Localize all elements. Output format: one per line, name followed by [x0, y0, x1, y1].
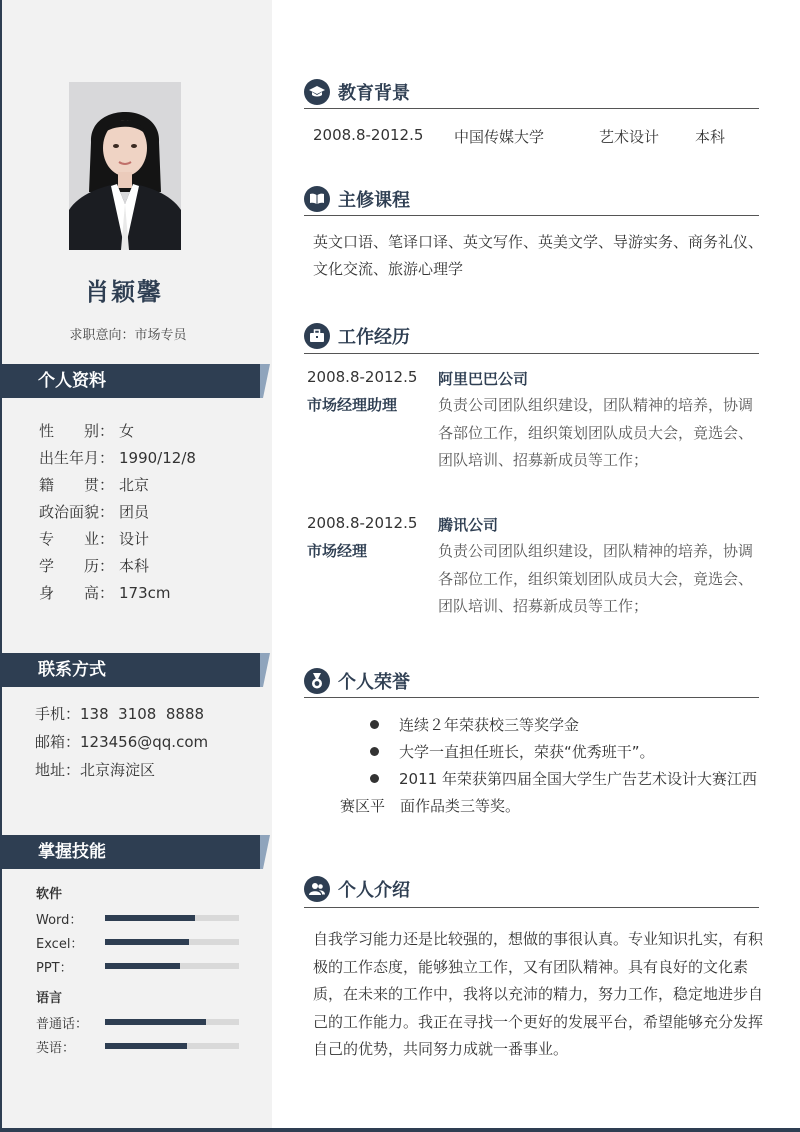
work-company: 阿里巴巴公司	[438, 370, 529, 388]
section-divider	[304, 108, 759, 109]
job-intent: 求职意向：市场专员	[69, 328, 187, 343]
info-value: 设计	[119, 530, 150, 548]
courses-title: 主修课程	[338, 190, 410, 211]
skill-bar	[105, 963, 239, 969]
info-value: 团员	[119, 503, 150, 521]
portrait-image	[69, 82, 181, 250]
skill-bar-fill	[105, 1019, 206, 1025]
info-row-height	[39, 580, 196, 607]
info-label: 性 别：	[39, 422, 115, 440]
skill-row-word	[36, 906, 239, 930]
skill-bar	[105, 939, 239, 945]
skills-list	[36, 884, 239, 1058]
skills-header	[0, 835, 260, 869]
briefcase-icon	[304, 323, 330, 349]
skill-bar-fill	[105, 963, 180, 969]
skill-label: 普通话：	[36, 1016, 89, 1032]
bullet-icon	[370, 720, 379, 729]
skill-bar	[105, 915, 239, 921]
honors-title: 个人荣誉	[338, 672, 410, 693]
work-description: 负责公司团队组织建设，团队精神的培养，协调各部位工作，组织策划团队成员大会，竟选会、团队培训、招募新成员等工作；	[438, 542, 754, 615]
personal-info-list	[39, 418, 196, 607]
education-date: 2008.8-2012.5	[313, 126, 424, 144]
candidate-name: 肖颖馨	[85, 278, 163, 306]
work-date: 2008.8-2012.5	[307, 368, 418, 386]
bullet-icon	[370, 774, 379, 783]
courses-text: 英文口语、笔译口译、英文写作、英美文学、导游实务、商务礼仪、文化交流、旅游心理学	[313, 233, 764, 278]
intro-title: 个人介绍	[338, 880, 410, 901]
contact-title: 联系方式	[38, 660, 106, 680]
courses-section-title	[304, 184, 410, 214]
contact-email: 邮箱：123456@qq.com	[35, 733, 209, 751]
contact-list	[35, 700, 208, 784]
skill-bar-fill	[105, 1043, 187, 1049]
info-value: 北京	[119, 476, 150, 494]
info-label: 专 业：	[39, 530, 115, 548]
work-position: 市场经理	[307, 542, 368, 560]
honor-item	[340, 712, 770, 739]
section-divider	[304, 907, 759, 908]
info-row-hometown	[39, 472, 196, 499]
work-date: 2008.8-2012.5	[307, 514, 418, 532]
skill-label: 英语：	[36, 1040, 76, 1056]
skill-row-mandarin	[36, 1010, 239, 1034]
honors-section-title	[304, 666, 410, 696]
work-position: 市场经理助理	[307, 396, 398, 414]
skills-title: 掌握技能	[38, 842, 106, 862]
skill-row-ppt	[36, 954, 239, 978]
section-divider	[304, 697, 759, 698]
info-label: 籍 贯：	[39, 476, 115, 494]
work-company: 腾讯公司	[438, 516, 499, 534]
info-row-birth	[39, 445, 196, 472]
skill-bar-fill	[105, 915, 195, 921]
skill-label: PPT：	[36, 960, 73, 976]
info-label: 政治面貌：	[39, 503, 115, 521]
education-title: 教育背景	[338, 83, 410, 104]
work-section-title	[304, 321, 410, 351]
honor-text: 连续２年荣获校三等奖学金	[399, 716, 580, 734]
education-school: 中国传媒大学	[454, 128, 545, 146]
education-section-title	[304, 77, 410, 107]
info-label: 学 历：	[39, 557, 115, 575]
work-description: 负责公司团队组织建设，团队精神的培养，协调各部位工作，组织策划团队成员大会，竟选会、团队培训、招募新成员等工作；	[438, 396, 754, 469]
intro-text: 自我学习能力还是比较强的，想做的事很认真。专业知识扎实，有积极的工作态度，能够独立工作，又有团队精神。具有良好的文化素质，在未来的工作中，我将以充沛的精力，努力工作，稳定地进步自己的工作能力。我正在寻找一个更好的发展平台，希望能够充分发挥自己的优势，共同努力成就一番事业。	[313, 930, 764, 1058]
skill-bar-fill	[105, 939, 189, 945]
skill-category-language: 语言	[36, 991, 63, 1006]
contact-header	[0, 653, 260, 687]
section-divider	[304, 215, 759, 216]
section-divider	[304, 353, 759, 354]
work-title: 工作经历	[338, 327, 410, 348]
info-value: 女	[119, 422, 135, 440]
info-row-gender	[39, 418, 196, 445]
info-value: 本科	[119, 557, 150, 575]
education-major: 艺术设计	[599, 128, 660, 146]
medal-icon	[304, 668, 330, 694]
skill-label: Word：	[36, 912, 83, 928]
info-label: 出生年月：	[39, 449, 115, 467]
skill-category-software: 软件	[36, 887, 63, 902]
education-degree: 本科	[695, 128, 726, 146]
skill-label: Excel：	[36, 936, 84, 952]
skill-bar	[105, 1043, 239, 1049]
info-row-political	[39, 499, 196, 526]
book-icon	[304, 186, 330, 212]
personal-info-header	[0, 364, 260, 398]
skill-row-excel	[36, 930, 239, 954]
honor-item	[340, 766, 770, 820]
skill-bar	[105, 1019, 239, 1025]
info-label: 身 高：	[39, 584, 115, 602]
intro-section-title	[304, 874, 410, 904]
info-row-major	[39, 526, 196, 553]
info-value: 1990/12/8	[119, 449, 196, 467]
honors-list	[340, 712, 770, 820]
personal-info-title: 个人资料	[38, 371, 106, 391]
left-edge-line	[0, 0, 2, 1132]
contact-phone: 手机：138 3108 8888	[35, 705, 205, 723]
users-icon	[304, 876, 330, 902]
info-row-degree	[39, 553, 196, 580]
graduation-cap-icon	[304, 79, 330, 105]
honor-item	[340, 739, 770, 766]
bullet-icon	[370, 747, 379, 756]
profile-photo	[69, 82, 181, 250]
honor-text: 大学一直担任班长，荣获“优秀班干”。	[399, 743, 655, 761]
honor-text: 2011 年荣获第四届全国大学生广告艺术设计大赛江西赛区平 面作品类三等奖。	[340, 770, 757, 815]
bottom-edge-line	[0, 1128, 800, 1132]
info-value: 173cm	[119, 584, 171, 602]
contact-address: 地址：北京海淀区	[35, 761, 156, 779]
skill-row-english	[36, 1034, 239, 1058]
